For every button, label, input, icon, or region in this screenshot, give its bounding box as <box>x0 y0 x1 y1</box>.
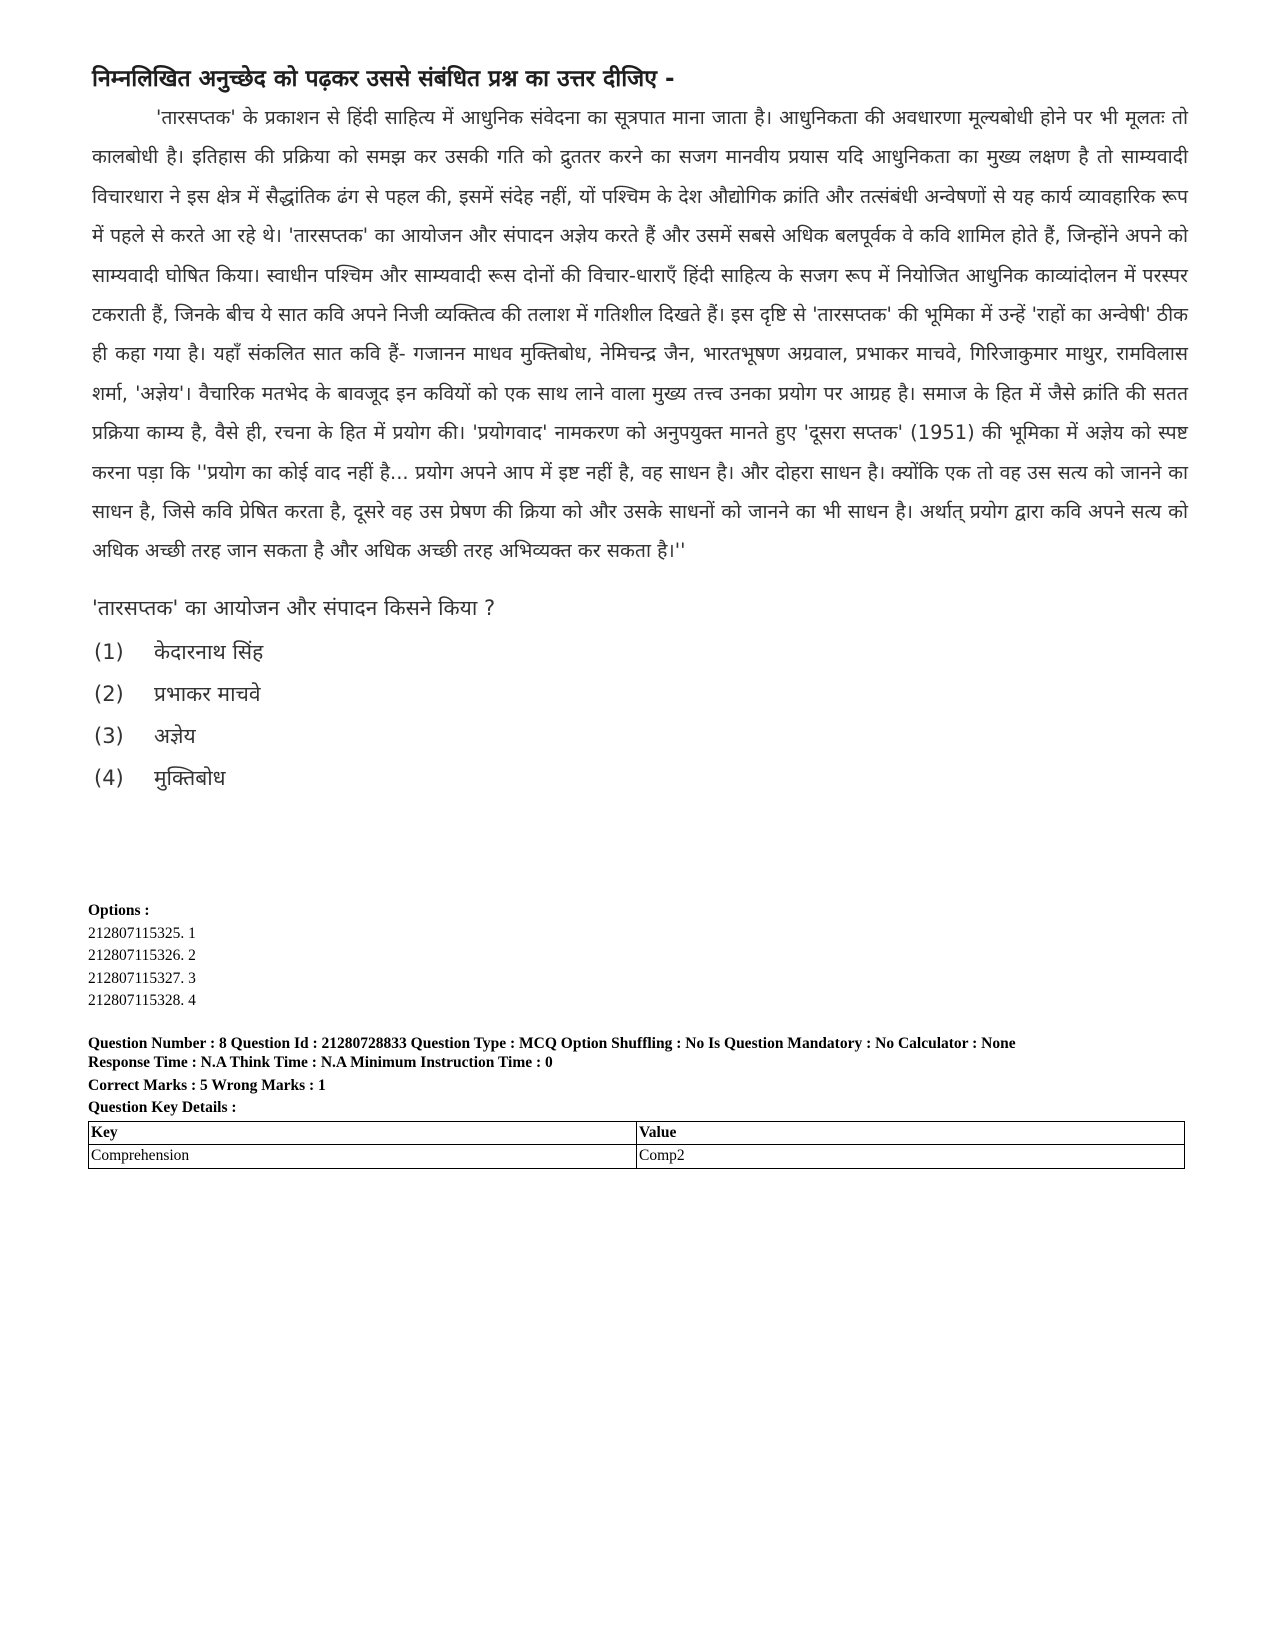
choice-text: मुक्तिबोध <box>154 765 226 790</box>
option-id-4: 212807115328. 4 <box>88 992 196 1009</box>
marks-line: Correct Marks : 5 Wrong Marks : 1 <box>88 1076 326 1094</box>
question-meta <box>88 900 1188 1169</box>
choice-text: प्रभाकर माचवे <box>154 681 261 706</box>
passage-heading: निम्नलिखित अनुच्छेद को पढ़कर उससे संबंधित प्रश्न का उत्तर दीजिए - <box>92 66 675 92</box>
choice-2 <box>94 673 1188 715</box>
options-label: Options : <box>88 902 150 919</box>
question-info-line-1: Question Number : 8 Question Id : 21280728833 Question Type : MCQ Option Shuffling : No Is Question Mandatory : No Calculator : None <box>88 1034 1016 1052</box>
choice-text: अज्ञेय <box>154 723 196 748</box>
table-row <box>89 1145 1185 1169</box>
table-header-value: Value <box>637 1121 1185 1145</box>
table-header-row <box>89 1121 1185 1145</box>
choice-number: (2) <box>94 681 124 706</box>
key-details-table <box>88 1121 1185 1169</box>
table-cell-key: Comprehension <box>89 1145 637 1169</box>
choice-number: (4) <box>94 765 124 790</box>
option-id-2: 212807115326. 2 <box>88 947 196 964</box>
choice-4 <box>94 757 1188 799</box>
table-cell-value: Comp2 <box>637 1145 1185 1169</box>
question-info-line-2: Response Time : N.A Think Time : N.A Minimum Instruction Time : 0 <box>88 1053 553 1071</box>
passage-text: 'तारसप्तक' के प्रकाशन से हिंदी साहित्य में आधुनिक संवेदना का सूत्रपात माना जाता है। आधुनिकता की अवधारणा मूल्यबोधी होने पर भी मूलतः तो कालबोधी है। इतिहास की प्रक्रिया को समझ कर उसकी गति को द्रुततर करने का सजग मानवीय प्रयास यदि आधुनिकता का मुख्य लक्षण है तो साम्यवादी विचारधारा ने इस क्षेत्र में सैद्धांतिक ढंग से पहल की, इसमें संदेह नहीं, यों पश्चिम के देश औद्योगिक क्रांति और तत्संबंधी अन्वेषणों से यह कार्य व्यावहारिक रूप में पहले से करते आ रहे थे। 'तारसप्तक' का आयोजन और संपादन अज्ञेय करते हैं और उसमें सबसे अधिक बलपूर्वक वे कवि शामिल होते हैं, जिन्होंने अपने को साम्यवादी घोषित किया। स्वाधीन पश्चिम और साम्यवादी रूस दोनों की विचार-धाराएँ हिंदी साहित्य के सजग रूप में नियोजित आधुनिक काव्यांदोलन में परस्पर टकराती हैं, जिनके बीच ये सात कवि अपने निजी व्यक्तित्व की तलाश में गतिशील दिखते हैं। इस दृष्टि से 'तारसप्तक' की भूमिका में उन्हें 'राहों का अन्वेषी' ठीक ही कहा गया है। यहाँ संकलित सात कवि हैं- गजानन माधव मुक्तिबोध, नेमिचन्द्र जैन, भारतभूषण अग्रवाल, प्रभाकर माचवे, गिरिजाकुमार माथुर, रामविलास शर्मा, 'अज्ञेय'। वैचारिक मतभेद के बावजूद इन कवियों को एक साथ लाने वाला मुख्य तत्त्व उनका प्रयोग पर आग्रह है। समाज के हित में जैसे क्रांति की सतत प्रक्रिया काम्य है, वैसे ही, रचना के हित में प्रयोग की। 'प्रयोगवाद' नामकरण को अनुपयुक्त मानते हुए 'दूसरा सप्तक' (1951) की भूमिका में अज्ञेय को स्पष्ट करना पड़ा कि ''प्रयोग का कोई वाद नहीं है... प्रयोग अपने आप में इष्ट नहीं है, वह साधन है। और दोहरा साधन है। क्योंकि एक तो वह उस सत्य को जानने का साधन है, जिसे कवि प्रेषित करता है, दूसरे वह उस प्रेषण की क्रिया को और उसके साधनों को जानने का भी साधन है। अर्थात् प्रयोग द्वारा कवि अपने सत्य को अधिक अच्छी तरह जान सकता है और अधिक अच्छी तरह अभिव्यक्त कर सकता है।'' <box>92 106 1188 563</box>
table-header-key: Key <box>89 1121 637 1145</box>
question-scan <box>88 62 1188 799</box>
option-id-1: 212807115325. 1 <box>88 924 196 942</box>
choice-number: (1) <box>94 639 124 664</box>
choice-text: केदारनाथ सिंह <box>154 639 264 664</box>
option-id-3: 212807115327. 3 <box>88 969 196 987</box>
key-details-label: Question Key Details : <box>88 1099 237 1116</box>
choice-1 <box>94 631 1188 673</box>
question-text: 'तारसप्तक' का आयोजन और संपादन किसने किया ? <box>92 595 496 620</box>
choice-3 <box>94 715 1188 757</box>
choice-number: (3) <box>94 723 124 748</box>
